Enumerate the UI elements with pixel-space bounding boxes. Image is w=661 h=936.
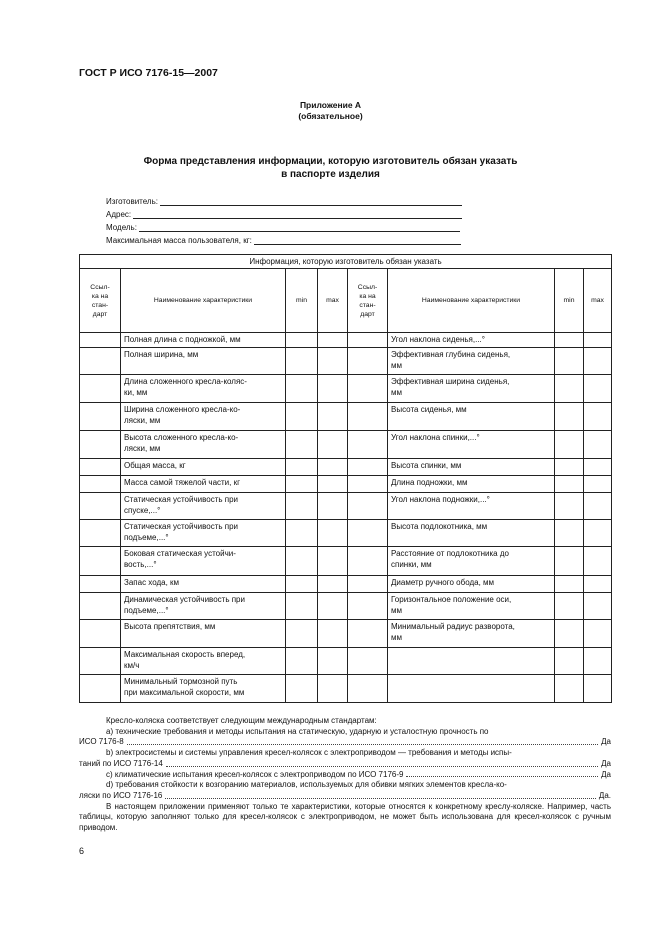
ref-cell[interactable] <box>348 675 388 703</box>
name-cell: Длина сложенного кресла-коляс- ки, мм <box>121 375 286 403</box>
max-cell[interactable] <box>318 333 348 348</box>
ref-cell[interactable] <box>348 333 388 348</box>
min-cell[interactable] <box>286 375 318 403</box>
max-cell[interactable] <box>584 620 612 648</box>
max-cell[interactable] <box>318 431 348 459</box>
header-name: Наименование характеристики <box>121 269 286 333</box>
ref-cell[interactable] <box>348 459 388 476</box>
table-row <box>80 431 612 459</box>
min-cell[interactable] <box>555 547 584 576</box>
ref-cell[interactable] <box>348 620 388 648</box>
standard-ref: ИСО 7176-8 <box>79 737 124 747</box>
table-row <box>80 459 612 476</box>
table-row <box>80 348 612 375</box>
max-cell[interactable] <box>584 333 612 348</box>
table-row <box>80 476 612 493</box>
max-cell[interactable] <box>584 547 612 576</box>
min-cell[interactable] <box>555 593 584 620</box>
title-line-1: Форма представления информации, которую изготовитель обязан указать <box>143 156 518 167</box>
name-cell: Угол наклона спинки,...° <box>388 431 555 459</box>
standard-ref: таний по ИСО 7176-14 <box>79 758 163 768</box>
standard-ref: ляски по ИСО 7176-16 <box>79 790 163 800</box>
ref-cell[interactable] <box>348 403 388 431</box>
ref-cell[interactable] <box>348 593 388 620</box>
ref-cell[interactable] <box>348 476 388 493</box>
address-field[interactable] <box>106 210 462 219</box>
title-line-2: в паспорте изделия <box>281 169 380 180</box>
name-cell: Боковая статическая устойчи- вость,...° <box>121 547 286 576</box>
name-cell: Динамическая устойчивость при подъеме,...° <box>121 593 286 620</box>
max-cell[interactable] <box>318 576 348 593</box>
max-cell[interactable] <box>318 675 348 703</box>
answer: Да <box>601 737 611 747</box>
min-cell[interactable] <box>555 459 584 476</box>
min-cell[interactable] <box>286 520 318 547</box>
annex-type: (обязательное) <box>298 111 363 121</box>
form-title <box>0 155 661 181</box>
table-row <box>80 576 612 593</box>
min-cell[interactable] <box>286 576 318 593</box>
model-field[interactable] <box>106 223 460 232</box>
bottom-section <box>79 716 611 857</box>
min-cell[interactable] <box>286 476 318 493</box>
annex-label: Приложение А <box>299 100 362 110</box>
name-cell <box>388 675 555 703</box>
name-cell: Длина подножки, мм <box>388 476 555 493</box>
min-cell[interactable] <box>555 648 584 675</box>
max-cell[interactable] <box>318 648 348 675</box>
name-cell: Общая масса, кг <box>121 459 286 476</box>
max-cell[interactable] <box>318 520 348 547</box>
name-cell: Эффективная ширина сиденья, мм <box>388 375 555 403</box>
max-cell[interactable] <box>584 375 612 403</box>
info-table <box>79 254 612 703</box>
header-max: max <box>584 269 612 333</box>
standard-a-line2 <box>79 737 611 748</box>
name-cell: Высота спинки, мм <box>388 459 555 476</box>
annex-heading <box>0 100 661 122</box>
field-label: Модель: <box>106 223 137 232</box>
standard-a-line1: a) технические требования и методы испытания на статическую, ударную и усталостную прочность по <box>106 726 489 736</box>
max-cell[interactable] <box>584 493 612 520</box>
max-cell[interactable] <box>584 403 612 431</box>
name-cell: Эффективная глубина сиденья, мм <box>388 348 555 375</box>
answer: Да <box>601 758 611 768</box>
name-cell: Ширина сложенного кресла-ко- ляски, мм <box>121 403 286 431</box>
name-cell: Диаметр ручного обода, мм <box>388 576 555 593</box>
ref-cell[interactable] <box>80 493 121 520</box>
name-cell <box>388 648 555 675</box>
min-cell[interactable] <box>555 333 584 348</box>
table-row <box>80 593 612 620</box>
min-cell[interactable] <box>555 675 584 703</box>
ref-cell[interactable] <box>348 648 388 675</box>
field-label: Изготовитель: <box>106 197 158 206</box>
ref-cell[interactable] <box>80 348 121 375</box>
max-cell[interactable] <box>318 459 348 476</box>
ref-cell[interactable] <box>80 576 121 593</box>
table-caption: Информация, которую изготовитель обязан указать <box>80 255 612 269</box>
max-cell[interactable] <box>318 547 348 576</box>
name-cell: Статическая устойчивость при подъеме,...° <box>121 520 286 547</box>
name-cell: Высота сложенного кресла-ко- ляски, мм <box>121 431 286 459</box>
table-row <box>80 547 612 576</box>
answer: Да <box>601 769 611 779</box>
header-ref: Ссыл- ка на стан- дарт <box>348 269 388 333</box>
ref-cell[interactable] <box>348 493 388 520</box>
ref-cell[interactable] <box>80 403 121 431</box>
name-cell: Высота сиденья, мм <box>388 403 555 431</box>
ref-cell[interactable] <box>80 675 121 703</box>
ref-cell[interactable] <box>80 375 121 403</box>
page-number: 6 <box>79 845 85 856</box>
max-cell[interactable] <box>318 593 348 620</box>
table-row <box>80 375 612 403</box>
max-cell[interactable] <box>584 476 612 493</box>
min-cell[interactable] <box>286 431 318 459</box>
ref-cell[interactable] <box>80 333 121 348</box>
ref-cell[interactable] <box>80 593 121 620</box>
name-cell: Угол наклона подножки,...° <box>388 493 555 520</box>
answer: Да. <box>598 790 611 800</box>
name-cell: Полная длина с подножкой, мм <box>121 333 286 348</box>
ref-cell[interactable] <box>348 375 388 403</box>
name-cell: Масса самой тяжелой части, кг <box>121 476 286 493</box>
standard-c <box>79 770 611 781</box>
min-cell[interactable] <box>286 333 318 348</box>
name-cell: Минимальный тормозной путь при максимальной скорости, мм <box>121 675 286 703</box>
table-row <box>80 493 612 520</box>
field-label: Адрес: <box>106 210 132 219</box>
max-cell[interactable] <box>584 348 612 375</box>
standard-b-line2 <box>79 759 611 770</box>
field-line[interactable] <box>160 197 462 206</box>
document-code: ГОСТ Р ИСО 7176-15—2007 <box>79 67 218 79</box>
ref-cell[interactable] <box>80 520 121 547</box>
min-cell[interactable] <box>555 403 584 431</box>
name-cell: Высота подлокотника, мм <box>388 520 555 547</box>
min-cell[interactable] <box>555 375 584 403</box>
header-name: Наименование характеристики <box>388 269 555 333</box>
name-cell: Расстояние от подлокотника до спинки, мм <box>388 547 555 576</box>
max-cell[interactable] <box>584 648 612 675</box>
min-cell[interactable] <box>286 403 318 431</box>
min-cell[interactable] <box>286 648 318 675</box>
name-cell: Минимальный радиус разворота, мм <box>388 620 555 648</box>
standard-b-line1: b) электросистемы и системы управления кресел-колясок с электроприводом — требования и методы испы- <box>106 748 512 758</box>
header-min: min <box>555 269 584 333</box>
ref-cell[interactable] <box>80 476 121 493</box>
footer-text <box>79 716 611 834</box>
max-cell[interactable] <box>318 403 348 431</box>
applicability-note: В настоящем приложении применяют только те характеристики, которые относятся к конкретному креслу-коляске. Например, часть таблицы, которую заполняют только для кресел-колясок с электроприводом, не может быть использована для кресел-колясок с ручным приводом. <box>79 801 611 833</box>
min-cell[interactable] <box>286 348 318 375</box>
max-cell[interactable] <box>584 520 612 547</box>
min-cell[interactable] <box>286 675 318 703</box>
min-cell[interactable] <box>555 476 584 493</box>
standard-ref: c) климатические испытания кресел-колясок с электроприводом по ИСО 7176-9 <box>106 769 404 779</box>
name-cell: Статическая устойчивость при спуске,...° <box>121 493 286 520</box>
header-ref: Ссыл- ка на стан- дарт <box>80 269 121 333</box>
max-cell[interactable] <box>318 348 348 375</box>
standard-d-line2 <box>79 791 611 802</box>
name-cell: Угол наклона сиденья,...° <box>388 333 555 348</box>
max-cell[interactable] <box>318 375 348 403</box>
field-line[interactable] <box>133 210 462 219</box>
table-row <box>80 333 612 348</box>
table-row <box>80 648 612 675</box>
min-cell[interactable] <box>286 620 318 648</box>
max-cell[interactable] <box>318 476 348 493</box>
max-cell[interactable] <box>584 459 612 476</box>
ref-cell[interactable] <box>348 576 388 593</box>
name-cell: Высота препятствия, мм <box>121 620 286 648</box>
max-cell[interactable] <box>584 431 612 459</box>
max-cell[interactable] <box>584 593 612 620</box>
table-row <box>80 675 612 703</box>
table-row <box>80 620 612 648</box>
standard-d-line1: d) требования стойкости к возгоранию материалов, используемых для обивки мягких элементов кресла-ко- <box>106 780 507 790</box>
max-cell[interactable] <box>318 620 348 648</box>
ref-cell[interactable] <box>80 620 121 648</box>
ref-cell[interactable] <box>80 648 121 675</box>
field-label: Максимальная масса пользователя, кг: <box>106 236 252 245</box>
header-max: max <box>318 269 348 333</box>
field-line[interactable] <box>254 236 461 245</box>
header-min: min <box>286 269 318 333</box>
ref-cell[interactable] <box>80 431 121 459</box>
table-row <box>80 520 612 547</box>
table-row <box>80 403 612 431</box>
ref-cell[interactable] <box>80 547 121 576</box>
max-cell[interactable] <box>584 576 612 593</box>
min-cell[interactable] <box>286 459 318 476</box>
min-cell[interactable] <box>286 593 318 620</box>
ref-cell[interactable] <box>348 431 388 459</box>
standards-intro: Кресло-коляска соответствует следующим международным стандартам: <box>106 716 377 725</box>
min-cell[interactable] <box>286 547 318 576</box>
min-cell[interactable] <box>555 520 584 547</box>
min-cell[interactable] <box>286 493 318 520</box>
min-cell[interactable] <box>555 348 584 375</box>
max-cell[interactable] <box>584 675 612 703</box>
max-cell[interactable] <box>318 493 348 520</box>
name-cell: Горизонтальное положение оси, мм <box>388 593 555 620</box>
name-cell: Полная ширина, мм <box>121 348 286 375</box>
max-user-mass-field[interactable] <box>106 236 461 245</box>
name-cell: Максимальная скорость вперед, км/ч <box>121 648 286 675</box>
ref-cell[interactable] <box>348 348 388 375</box>
ref-cell[interactable] <box>80 459 121 476</box>
ref-cell[interactable] <box>348 520 388 547</box>
ref-cell[interactable] <box>348 547 388 576</box>
min-cell[interactable] <box>555 493 584 520</box>
min-cell[interactable] <box>555 576 584 593</box>
min-cell[interactable] <box>555 620 584 648</box>
name-cell: Запас хода, км <box>121 576 286 593</box>
field-line[interactable] <box>139 223 460 232</box>
min-cell[interactable] <box>555 431 584 459</box>
manufacturer-field[interactable] <box>106 197 462 206</box>
